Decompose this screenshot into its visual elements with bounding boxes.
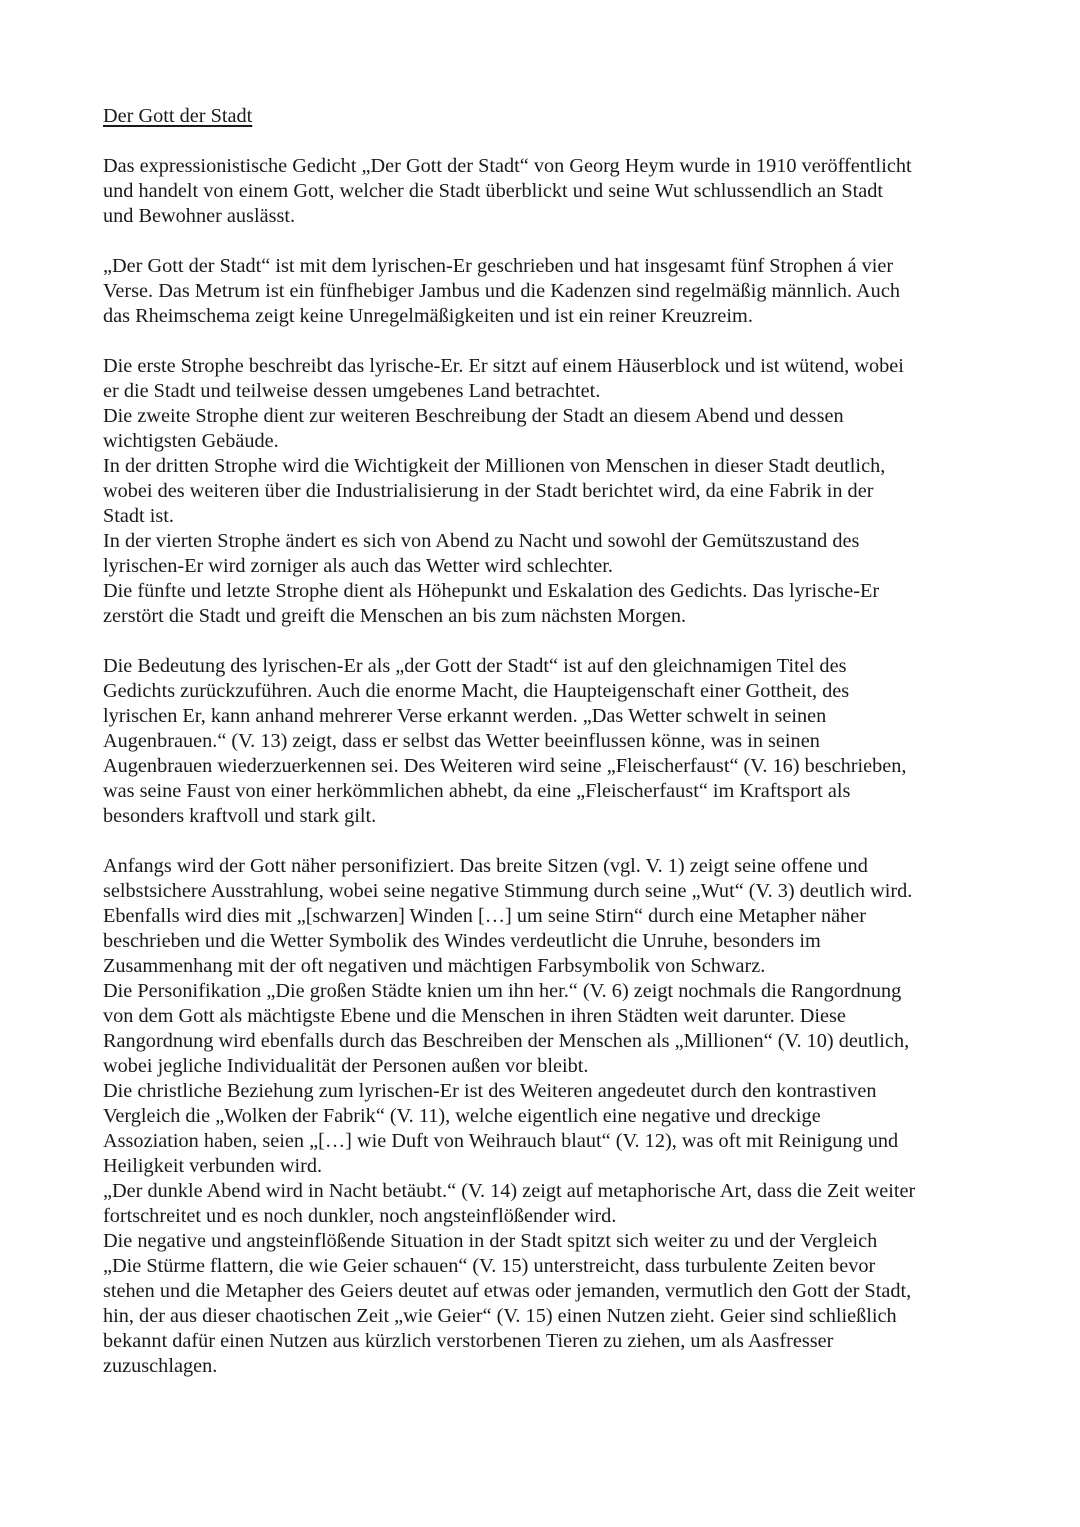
text-line: In der vierten Strophe ändert es sich von Abend zu Nacht und sowohl der Gemütszustand des	[103, 530, 860, 552]
text-line: In der dritten Strophe wird die Wichtigkeit der Millionen von Menschen in dieser Stadt deutlich,	[103, 455, 886, 477]
text-line: lyrischen-Er wird zorniger als auch das Wetter wird schlechter.	[103, 555, 613, 577]
text-line: und Bewohner auslässt.	[103, 205, 296, 227]
text-line: Augenbrauen.“ (V. 13) zeigt, dass er selbst das Wetter beeinflussen könne, was in seinen	[103, 730, 820, 752]
text-line: selbstsichere Ausstrahlung, wobei seine negative Stimmung durch seine „Wut“ (V. 3) deutlich wird.	[103, 880, 913, 902]
text-line: Die fünfte und letzte Strophe dient als Höhepunkt und Eskalation des Gedichts. Das lyrische-Er	[103, 580, 880, 602]
text-line: lyrischen Er, kann anhand mehrerer Verse erkannt werden. „Das Wetter schwelt in seinen	[103, 705, 827, 727]
text-line: Ebenfalls wird dies mit „[schwarzen] Winden […] um seine Stirn“ durch eine Metapher näher	[103, 905, 867, 927]
paragraph	[103, 254, 1003, 329]
text-line: Die negative und angsteinflößende Situation in der Stadt spitzt sich weiter zu und der Vergleich	[103, 1230, 878, 1252]
text-line: Anfangs wird der Gott näher personifiziert. Das breite Sitzen (vgl. V. 1) zeigt seine offene und	[103, 855, 868, 877]
text-line: von dem Gott als mächtigste Ebene und die Menschen in ihren Städten weit darunter. Diese	[103, 1005, 846, 1027]
text-line: Die Bedeutung des lyrischen-Er als „der Gott der Stadt“ ist auf den gleichnamigen Titel des	[103, 655, 847, 677]
text-line: Das expressionistische Gedicht „Der Gott der Stadt“ von Georg Heym wurde in 1910 veröffentlicht	[103, 155, 912, 177]
document-title: Der Gott der Stadt	[103, 105, 253, 127]
text-line: Vergleich die „Wolken der Fabrik“ (V. 11), welche eigentlich eine negative und dreckige	[103, 1105, 821, 1127]
document-page	[103, 104, 1003, 1404]
text-line: und handelt von einem Gott, welcher die Stadt überblickt und seine Wut schlussendlich an Stadt	[103, 180, 884, 202]
text-line: bekannt dafür einen Nutzen aus kürzlich verstorbenen Tieren zu ziehen, um als Aasfresser	[103, 1330, 834, 1352]
document-body	[103, 154, 1003, 1379]
text-line: wichtigsten Gebäude.	[103, 430, 279, 452]
paragraph	[103, 854, 1003, 1379]
text-line: zuzuschlagen.	[103, 1355, 218, 1377]
text-line: stehen und die Metapher des Geiers deutet auf etwas oder jemanden, vermutlich den Gott der Stadt,	[103, 1280, 912, 1302]
text-line: Verse. Das Metrum ist ein fünfhebiger Jambus und die Kadenzen sind regelmäßig männlich. Auch	[103, 280, 900, 302]
text-line: besonders kraftvoll und stark gilt.	[103, 805, 377, 827]
text-line: Assoziation haben, seien „[…] wie Duft von Weihrauch blaut“ (V. 12), was oft mit Reinigung und	[103, 1130, 899, 1152]
text-line: zerstört die Stadt und greift die Menschen an bis zum nächsten Morgen.	[103, 605, 687, 627]
text-line: wobei jegliche Individualität der Personen außen vor bleibt.	[103, 1055, 589, 1077]
text-line: Die christliche Beziehung zum lyrischen-Er ist des Weiteren angedeutet durch den kontrastiven	[103, 1080, 877, 1102]
paragraph	[103, 354, 1003, 629]
text-line: Rangordnung wird ebenfalls durch das Beschreiben der Menschen als „Millionen“ (V. 10) deutlich,	[103, 1030, 910, 1052]
text-line: Gedichts zurückzuführen. Auch die enorme Macht, die Haupteigenschaft einer Gottheit, des	[103, 680, 850, 702]
text-line: fortschreitet und es noch dunkler, noch angsteinflößender wird.	[103, 1205, 617, 1227]
text-line: wobei des weiteren über die Industrialisierung in der Stadt berichtet wird, da eine Fabrik in der	[103, 480, 874, 502]
text-line: das Rheimschema zeigt keine Unregelmäßigkeiten und ist ein reiner Kreuzreim.	[103, 305, 753, 327]
text-line: Stadt ist.	[103, 505, 174, 527]
text-line: Heiligkeit verbunden wird.	[103, 1155, 323, 1177]
paragraph	[103, 654, 1003, 829]
text-line: hin, der aus dieser chaotischen Zeit „wie Geier“ (V. 15) einen Nutzen zieht. Geier sind schließlich	[103, 1305, 897, 1327]
text-line: er die Stadt und teilweise dessen umgebenes Land betrachtet.	[103, 380, 601, 402]
text-line: Die erste Strophe beschreibt das lyrische-Er. Er sitzt auf einem Häuserblock und ist wütend, wobei	[103, 355, 904, 377]
text-line: Zusammenhang mit der oft negativen und mächtigen Farbsymbolik von Schwarz.	[103, 955, 766, 977]
text-line: was seine Faust von einer herkömmlichen abhebt, da eine „Fleischerfaust“ im Kraftsport als	[103, 780, 851, 802]
text-line: „Die Stürme flattern, die wie Geier schauen“ (V. 15) unterstreicht, dass turbulente Zeiten bevor	[103, 1255, 876, 1277]
text-line: „Der Gott der Stadt“ ist mit dem lyrischen-Er geschrieben und hat insgesamt fünf Strophen á vier	[103, 255, 894, 277]
text-line: Die zweite Strophe dient zur weiteren Beschreibung der Stadt an diesem Abend und dessen	[103, 405, 844, 427]
text-line: Augenbrauen wiederzuerkennen sei. Des Weiteren wird seine „Fleischerfaust“ (V. 16) beschrieben,	[103, 755, 907, 777]
paragraph	[103, 154, 1003, 229]
text-line: Die Personifikation „Die großen Städte knien um ihn her.“ (V. 6) zeigt nochmals die Rangordnung	[103, 980, 902, 1002]
text-line: beschrieben und die Wetter Symbolik des Windes verdeutlicht die Unruhe, besonders im	[103, 930, 821, 952]
text-line: „Der dunkle Abend wird in Nacht betäubt.“ (V. 14) zeigt auf metaphorische Art, dass die Zeit weiter	[103, 1180, 916, 1202]
